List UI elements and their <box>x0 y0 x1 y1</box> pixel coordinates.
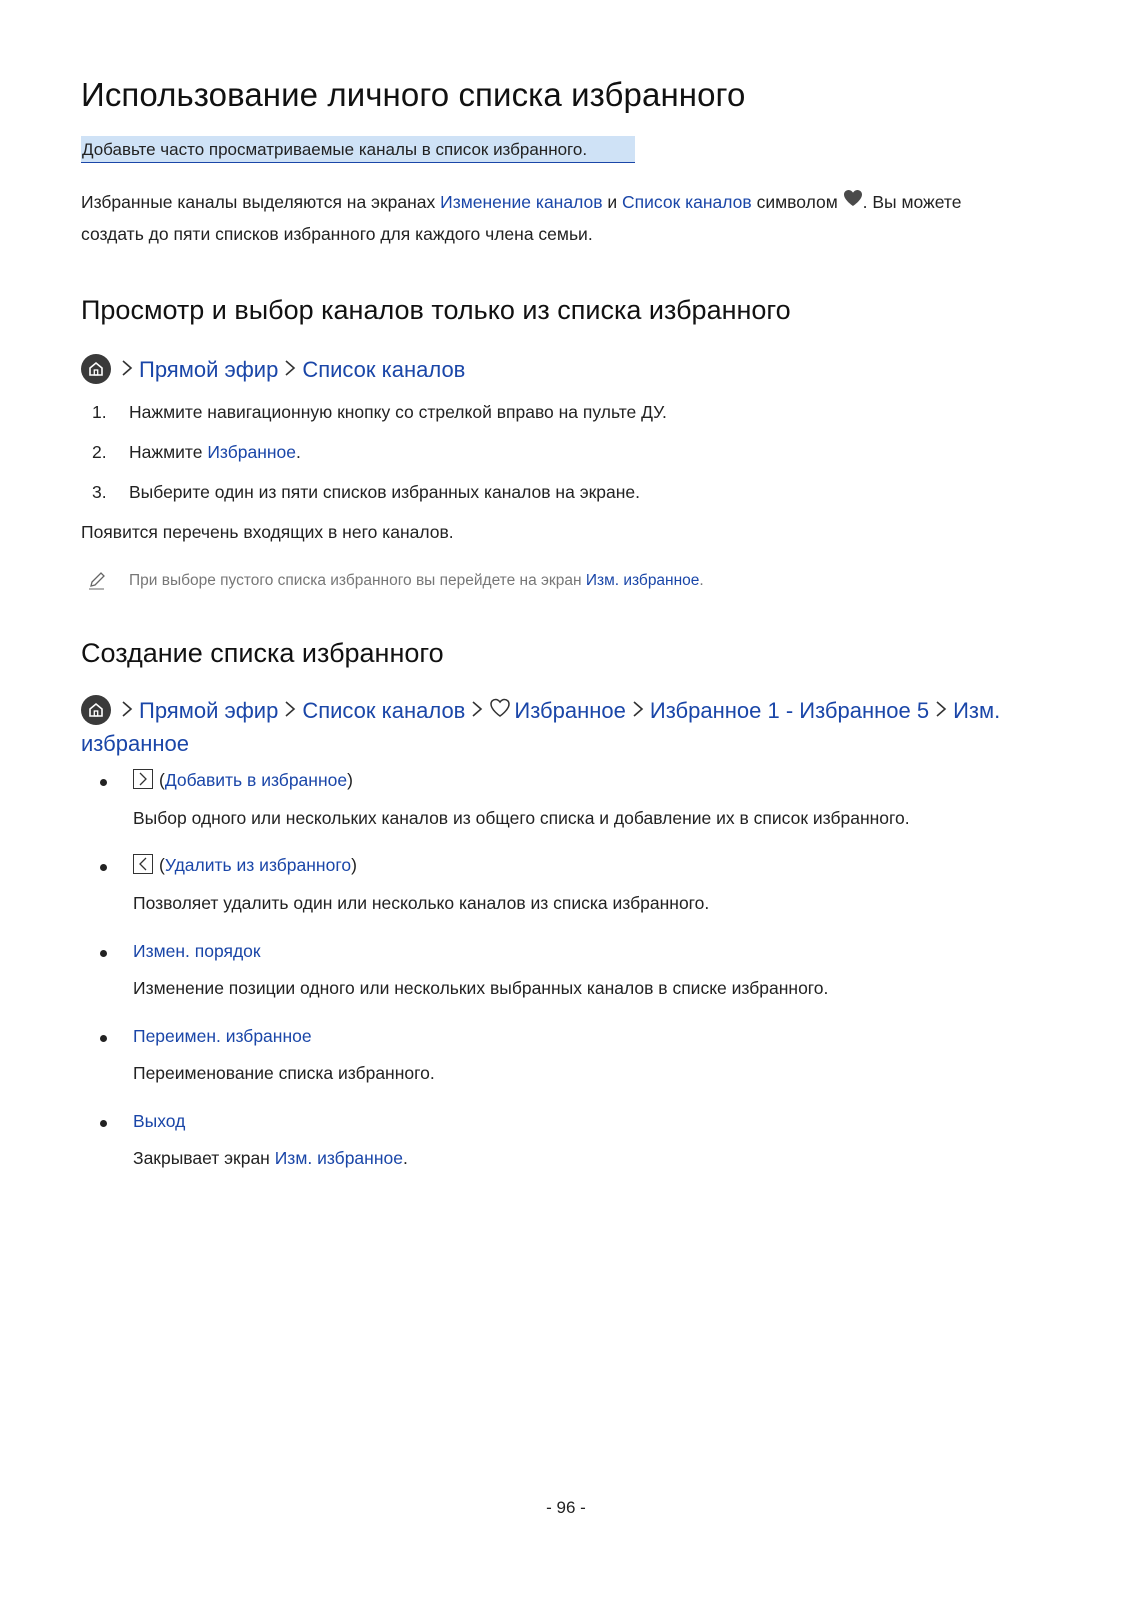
path-channel-list[interactable]: Список каналов <box>302 357 466 382</box>
page-number: - 96 - <box>546 1498 586 1517</box>
paren-close: ) <box>347 770 353 790</box>
intro-line2: создать до пяти списков избранного для каждого члена семьи. <box>81 223 593 244</box>
arrow-left-key-icon <box>133 854 153 874</box>
link-rename[interactable]: Переимен. избранное <box>133 1026 312 1046</box>
section-heading-view: Просмотр и выбор каналов только из списка избранного <box>81 295 791 325</box>
chevron-right-icon <box>935 695 947 726</box>
chevron-right-icon <box>121 354 133 385</box>
link-favorites[interactable]: Избранное <box>207 442 297 462</box>
bullet-dot <box>100 1120 107 1127</box>
section-heading-create: Создание списка избранного <box>81 638 444 668</box>
intro-paragraph <box>81 187 961 250</box>
summary-highlight: Добавьте часто просматриваемые каналы в список избранного. <box>81 136 635 163</box>
step-text: Выберите один из пяти списков избранных каналов на экране. <box>129 482 641 502</box>
chevron-right-icon <box>121 695 133 726</box>
desc-remove: Позволяет удалить один или несколько каналов из списка избранного. <box>133 893 710 913</box>
link-channel-edit[interactable]: Изменение каналов <box>440 192 603 212</box>
page-title: Использование личного списка избранного <box>81 76 746 113</box>
intro-text: символом <box>751 192 843 212</box>
link-channel-list[interactable]: Список каналов <box>622 192 752 212</box>
desc-exit <box>133 1148 408 1169</box>
link-exit[interactable]: Выход <box>133 1111 186 1131</box>
intro-text: Избранные каналы выделяются на экранах <box>81 192 441 212</box>
bullet-dot <box>100 950 107 957</box>
bullet-dot <box>100 779 107 786</box>
step-number: 2. <box>92 442 107 462</box>
intro-text: . Вы можете <box>862 192 962 212</box>
bullet-dot <box>100 864 107 871</box>
breadcrumb-view <box>81 354 465 387</box>
desc-text: Закрывает экран <box>133 1148 275 1168</box>
step-number: 3. <box>92 482 107 502</box>
arrow-right-key-icon <box>133 769 153 789</box>
step-number: 1. <box>92 402 107 422</box>
chevron-right-icon <box>284 695 296 726</box>
path-live-tv[interactable]: Прямой эфир <box>139 698 279 723</box>
breadcrumb-create <box>81 695 1000 759</box>
intro-text: и <box>602 192 623 212</box>
note-text: При выборе пустого списка избранного вы перейдете на экран <box>129 572 586 589</box>
desc-add: Выбор одного или нескольких каналов из общего списка и добавление их в список избранного. <box>133 808 910 828</box>
chevron-right-icon <box>632 695 644 726</box>
result-text: Появится перечень входящих в него каналов. <box>81 522 454 542</box>
home-icon <box>81 695 111 725</box>
path-edit-favorites-cont[interactable]: избранное <box>81 730 189 756</box>
step-text: . <box>296 442 301 462</box>
chevron-right-icon <box>471 695 483 726</box>
desc-text: . <box>402 1148 408 1168</box>
heart-outline-icon <box>489 695 511 726</box>
pencil-icon <box>88 570 106 595</box>
link-remove-from-favorites[interactable]: Удалить из избранного <box>164 855 352 875</box>
paren-open: ( <box>159 770 165 790</box>
path-favorites-1-5[interactable]: Избранное 1 - Избранное 5 <box>649 698 930 723</box>
paren-close: ) <box>351 855 357 875</box>
desc-rename: Переименование списка избранного. <box>133 1063 435 1083</box>
path-live-tv[interactable]: Прямой эфир <box>139 357 279 382</box>
step-text: Нажмите <box>129 442 208 462</box>
home-icon <box>81 354 111 384</box>
paren-open: ( <box>159 855 165 875</box>
link-edit-favorites[interactable]: Изм. избранное <box>274 1148 403 1168</box>
chevron-right-icon <box>284 354 296 385</box>
desc-reorder: Изменение позиции одного или нескольких выбранных каналов в списке избранного. <box>133 978 829 998</box>
heart-filled-icon <box>843 186 863 217</box>
note-text: . <box>699 572 704 589</box>
bullet-dot <box>100 1035 107 1042</box>
step-text: Нажмите навигационную кнопку со стрелкой вправо на пульте ДУ. <box>129 402 667 422</box>
path-edit-favorites[interactable]: Изм. <box>953 698 1001 723</box>
path-favorites[interactable]: Избранное <box>514 698 626 723</box>
link-edit-favorites[interactable]: Изм. избранное <box>585 572 700 589</box>
link-add-to-favorites[interactable]: Добавить в избранное <box>164 770 348 790</box>
path-channel-list[interactable]: Список каналов <box>302 698 466 723</box>
link-reorder[interactable]: Измен. порядок <box>133 941 261 961</box>
